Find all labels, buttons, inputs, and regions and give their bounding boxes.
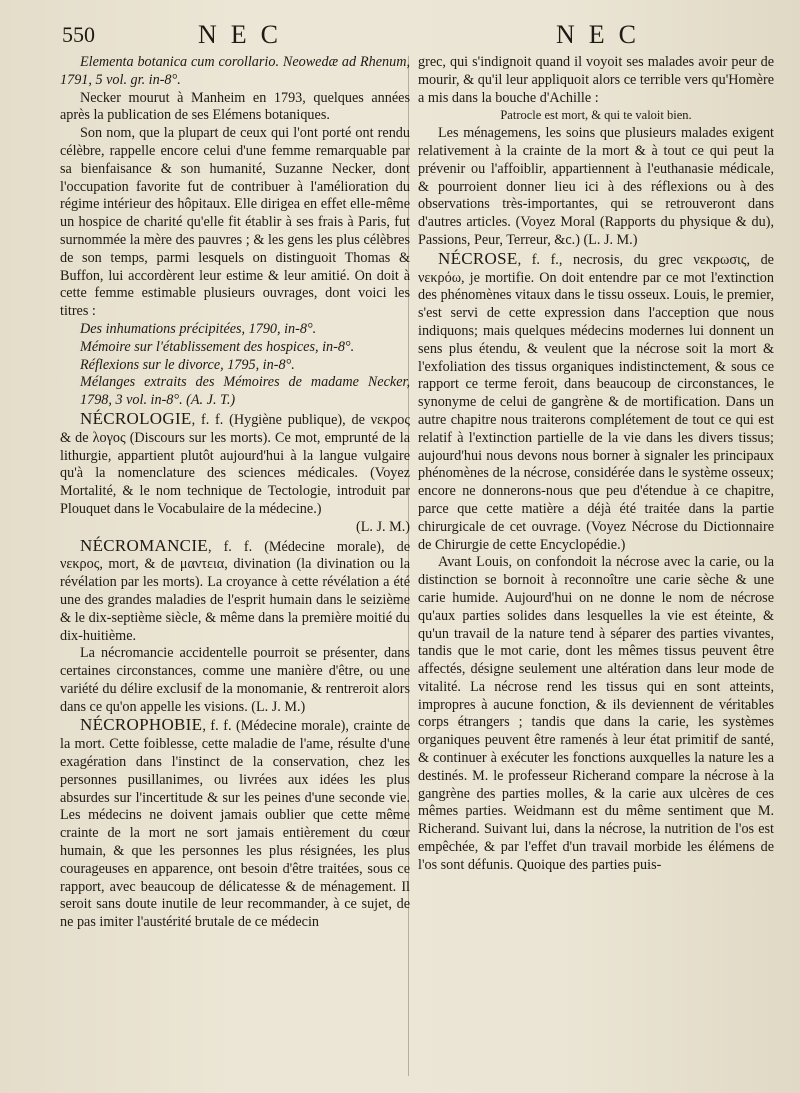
bibliography-item: Mélanges extraits des Mémoires de madame Necker, 1798, 3 vol. in-8°. (A. J. T.) <box>80 374 410 409</box>
paragraph: Necker mourut à Manheim en 1793, quelques années après la publication de ses Elémens botaniques. <box>60 89 410 124</box>
paragraph: grec, qui s'indignoit quand il voyoit ses malades avoir peur de mourir, & qu'il leur appliquoit alors ce terrible vers qu'Homère a mis dans la bouche d'Achille : <box>418 54 774 106</box>
entry-necrophobie <box>60 716 410 932</box>
paragraph: Son nom, que la plupart de ceux qui l'ont porté ont rendu célèbre, rappelle encore celui d'une femme remarquable par sa bienfaisance & son humanité, Suzanne Necker, dont l'occupation favorite fut de contribuer à l'amélioration du régime intérieur des hôpitaux. Elle dirigea en effet elle-même un hospice de charité qu'elle fit établir à ses frais à Paris, fut surnommée la mère des pauvres ; & les gens les plus célèbres de son temps, parmi lesquels on distinguoit Thomas & Buffon, lui accordèrent leur estime & leur amitié. On doit à cette femme estimable plusieurs ouvrages, dont voici les titres : <box>60 125 410 320</box>
entry-necromancie <box>60 537 410 646</box>
entry-text: , f. f., necrosis, du grec νεκρωσις, de νεκρόω, je mortifie. On doit entendre par ce mot l'extinction des phénomènes vitaux dans le tissu osseux. Louis, le premier, s'est servi de cette expression dans l'acception que nous indiquons; mais quelques médecins modernes lui donnent un sens plus étendu, & veulent que la nécrose soit la mort & l'exfoliation des tissus organiques indistinctement, & sous ce rapport ce terme feroit, dans beaucoup de circonstances, le synonyme de celui de gangrène & de mortification. Dans un autre chapitre nous traiterons complétement de tout ce qui est relatif à l'extinction partielle de la vie dans les divers tissus; aujourd'hui nous devons nous borner à signaler les principaux phénomènes de la nécrose, considérée dans le système osseux; encore ne donnerons-nous que peu d'étendue à ce chapitre, parce que cette matière a déjà été traitée dans la partie chirurgicale de cet ouvrage. (Voyez Nécrose du Dictionnaire de Chirurgie de cette Encyclopédie.) <box>418 251 774 553</box>
bibliography-item: Des inhumations précipitées, 1790, in-8°. <box>80 320 317 337</box>
entry-necrologie <box>60 410 410 519</box>
right-column <box>418 54 774 875</box>
paragraph: Les ménagemens, les soins que plusieurs malades exigent relativement à la crainte de la mort & à tout ce qui peut la prévenir ou l'affoiblir, appartiennent à l'euthanasie médicale, & pourroient donner lieu ici à des réflexions ou à des observations très-importantes, qui se retrouveront dans d'autres articles. (Voyez Moral (Rapports du physique & du), Passions, Peur, Terreur, &c.) (L. J. M.) <box>418 125 774 248</box>
bibliography-item: Mémoire sur l'établissement des hospices, in-8°. <box>80 338 355 355</box>
entry-text: , f. f. (Médecine morale), crainte de la mort. Cette foiblesse, cette maladie de l'ame, résulte d'une exagération dans l'instinct de la conservation, chez les personnes pusillanimes, ou livrées aux idées les plus absurdes sur l'incertitude & sur les peines d'une seconde vie. Les médecins ne doivent jamais oublier que cette même crainte de la mort ne sort jamais entièrement du cœur humain, & que les personnes les plus résignées, les plus courageuses en apparence, ont besoin d'être traitées, sous ce rapport, avec beaucoup de délicatesse & de ménagement. Il seroit sans doute inutile de leur recommander, à ce sujet, de ne pas imiter l'austérité brutale de ce médecin <box>60 718 410 931</box>
running-title-right: NEC <box>556 20 650 49</box>
entry-headword: NÉCROPHOBIE <box>80 715 203 735</box>
entry-headword: NÉCROSE <box>438 248 518 268</box>
paragraph: Elementa botanica cum corollario. Neowedæ ad Rhenum, 1791, 5 vol. gr. in-8°. <box>60 54 410 88</box>
left-column <box>60 54 410 932</box>
page-number: 550 <box>62 22 95 47</box>
entry-text: , f. f. (Médecine morale), de νεκρος, mort, & de μαντεια, divination (la divination ou la révélation par les morts). La croyance à cette révélation a été une des grandes maladies de l'esprit humain dans le seizième & le dix-septième siècle, & même dans la première moitié du dix-huitième. <box>60 538 410 644</box>
entry-necrose <box>418 250 774 555</box>
quotation: Patrocle est mort, & qui te valoit bien. <box>500 108 692 123</box>
running-title-left: NEC <box>198 20 292 49</box>
entry-headword: NÉCROMANCIE <box>80 535 208 555</box>
entry-signature: (L. J. M.) <box>356 518 410 535</box>
paragraph: Avant Louis, on confondoit la nécrose avec la carie, ou la distinction se bornoit à reconnoître une carie sèche & une carie humide. Aujourd'hui on ne donne le nom de nécrose qu'aux parties solides dans lesquelles la vie est éteinte, & qu'un travail de la nature tend à séparer des parties vivantes, tandis que le mot carie, dont les mêmes tissus peuvent être affectés, désigne seulement une altération dans leur mode de vitalité. La nécrose rend les tissus qui en sont atteints, impropres à aucune fonction, & ils deviennent de véritables corps étrangers ; tandis que dans la carie, les systèmes organiques peuvent être ramenés à leur état primitif de santé, & continuer à exécuter les fonctions auxquelles la nature les a destinés. M. le professeur Richerand compare la nécrose à la gangrène des parties molles, & la carie aux ulcères de ces mêmes parties. Weidmann est du même sentiment que M. Richerand. Suivant lui, dans la nécrose, la nutrition de l'os est empêchée, & par l'effet d'un travail morbide les élémens de l'os sont défunis. Quoique des parties puis- <box>418 554 774 873</box>
paragraph: La nécromancie accidentelle pourroit se présenter, dans certaines circonstances, comme une manière d'être, ou une variété du délire exclusif de la monomanie, & rentreroit alors dans ce qu'on appelle les visions. (L. J. M.) <box>60 645 410 715</box>
bibliography-item: Réflexions sur le divorce, 1795, in-8°. <box>80 356 295 373</box>
entry-headword: NÉCROLOGIE <box>80 408 192 428</box>
entry-text: , f. f. (Hygiène publique), de νεκρος & de λογος (Discours sur les morts). Ce mot, emprunté de la lithurgie, appartient plutôt aujourd'hui à la langue vulgaire qu'à la nomenclature des sciences médicales. (Voyez Mortalité, & le nom technique de Tectologie, introduit par Plouquet dans le Vocabulaire de la médecine.) <box>60 411 410 517</box>
running-header <box>0 20 800 54</box>
